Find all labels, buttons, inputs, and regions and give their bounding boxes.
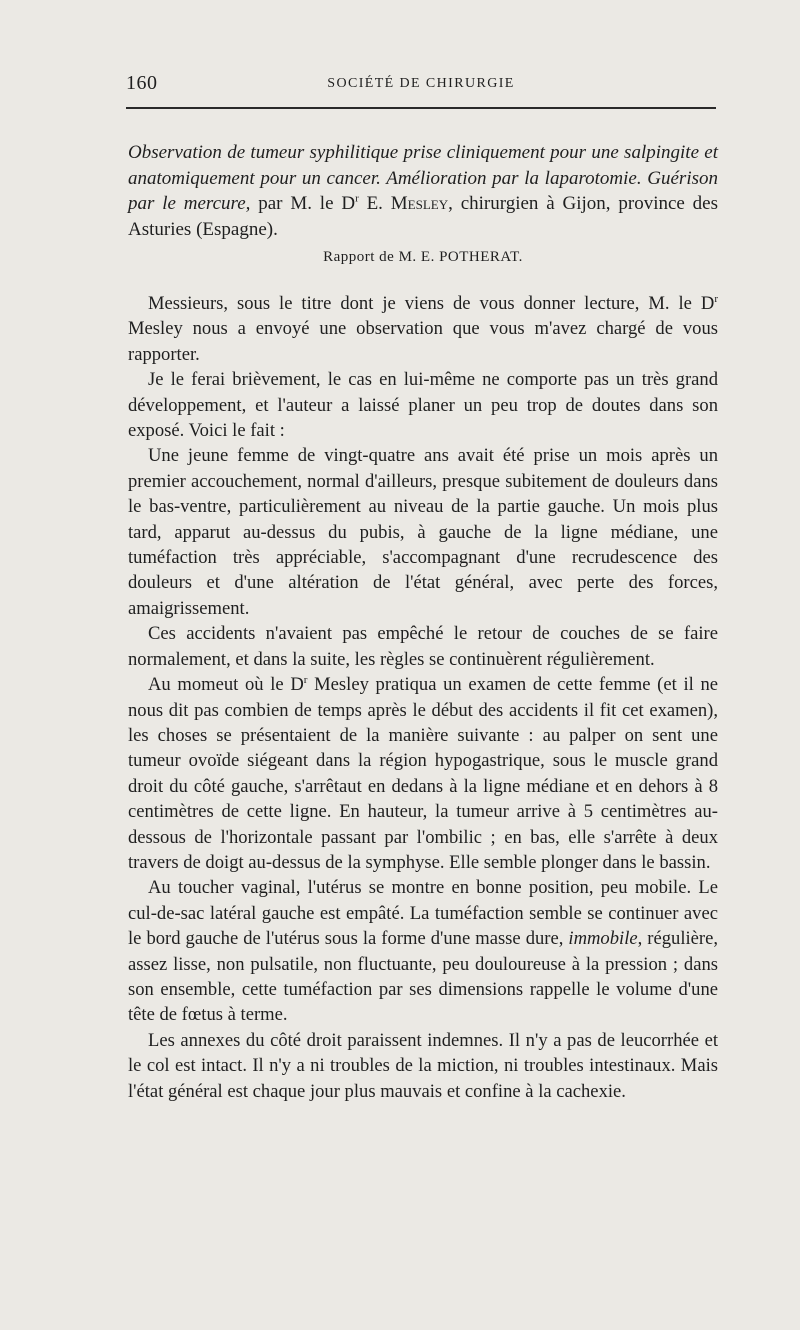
superscript: r xyxy=(714,292,718,305)
running-header xyxy=(126,72,716,96)
paragraph xyxy=(128,875,718,1027)
paragraph-text: Mesley nous a envoyé une observation que vous m'avez chargé de vous rapporter. xyxy=(128,318,718,365)
paragraph-text: Au toucher vaginal, l'utérus se montre en bonne position, peu mobile. Le cul-de-sac latéral gauche est empâté. La tuméfaction semble se continuer avec le bord gauche de l'utérus sous la forme d'une masse dure, xyxy=(128,877,718,950)
paragraph-text: Mesley pratiqua un examen de cette femme (et il ne nous dit pas combien de temps après le début des accidents il fit cet examen), les choses se présentaient de la manière suivante : au palper on sent une tumeur ovoïde siégeant dans la région hypogastrique, sous le muscle grand droit du côté gauche, s'arrêtaut en dedans à la ligne médiane et en dehors à 8 centimètres de cette ligne. En hauteur, la tumeur arrive à 5 centimètres au-dessous de l'horizontale passant par l'ombilic ; en bas, elle s'arrête à deux travers de doigt au-dessus de la symphyse. Elle semble plonger dans le bassin. xyxy=(128,674,718,873)
paragraph-text: Messieurs, sous le titre dont je viens de vous donner lecture, M. le D xyxy=(148,293,715,314)
author-affiliation: , chirurgien à Gijon, province des Asturies (Espagne). xyxy=(128,193,718,240)
paragraph xyxy=(128,291,718,367)
title-byline: par M. le D xyxy=(250,193,356,214)
paragraph: Ces accidents n'avaient pas empêché le retour de couches de se faire normalement, et dans la suite, les règles se continuèrent régulièrement. xyxy=(128,623,718,670)
title-italic: Observation de tumeur syphilitique prise cliniquement pour une salpingite et anatomiquement pour un cancer. Amélioration par la laparotomie. Guérison par le mercure, xyxy=(128,142,718,214)
header-rule xyxy=(126,107,716,109)
paragraph: Je le ferai brièvement, le cas en lui-même ne comporte pas un très grand développement, et l'auteur a laissé planer un peu trop de doutes dans son exposé. Voici le fait : xyxy=(128,369,718,442)
article-title xyxy=(128,140,718,242)
running-title: SOCIÉTÉ DE CHIRURGIE xyxy=(327,76,515,91)
report-byline: Rapport de M. E. POTHERAT. xyxy=(323,249,523,265)
body-text xyxy=(128,291,718,1104)
paragraph-text: , régulière, assez lisse, non pulsatile, non fluctuante, peu douloureuse à la pression ; dans son ensemble, cette tuméfaction par ses dimensions rappelle le volume d'une tête de fœtus à terme. xyxy=(128,928,718,1026)
superscript: r xyxy=(303,673,308,686)
title-initial: E. xyxy=(358,193,391,214)
author-name: Mesley xyxy=(390,193,449,214)
title-superscript: r xyxy=(355,192,359,205)
paragraph: Une jeune femme de vingt-quatre ans avait été prise un mois après un premier accouchement, normal d'ailleurs, presque subitement de douleurs dans le bas-ventre, particulièrement au niveau de la partie gauche. Un mois plus tard, apparut au-dessus du pubis, à gauche de la ligne médiane, une tuméfaction très appréciable, s'accompagnant d'une recrudescence des douleurs et d'une altération de l'état général, avec perte des forces, amaigrissement. xyxy=(128,445,718,619)
italic-word: immobile xyxy=(568,928,638,950)
paragraph xyxy=(128,672,718,875)
page-number: 160 xyxy=(126,72,158,94)
paragraph: Les annexes du côté droit paraissent indemnes. Il n'y a pas de leucorrhée et le col est intact. Il n'y a ni troubles de la miction, ni troubles intestinaux. Mais l'état général est chaque jour plus mauvais et confine à la cachexie. xyxy=(128,1029,718,1102)
paragraph-text: Au momeut où le D xyxy=(148,674,304,696)
